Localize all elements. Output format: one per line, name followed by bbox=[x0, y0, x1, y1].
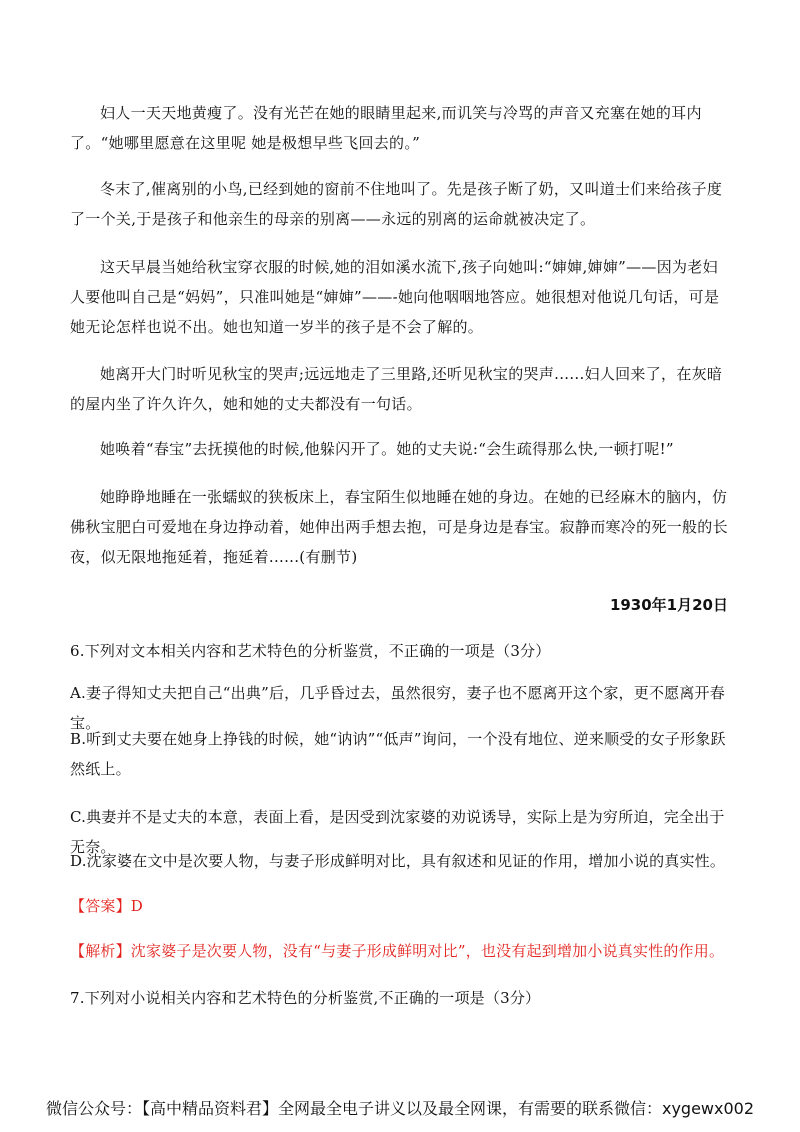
passage-paragraph-1: 妇人一天天地黄瘦了。没有光芒在她的眼睛里起来,而讥笑与冷骂的声音又充塞在她的耳内了。“她哪里愿意在这里呢 她是极想早些飞回去的。” bbox=[70, 104, 702, 152]
answer-label: 【答案】D bbox=[70, 897, 144, 915]
passage-paragraph-6: 她睁睁地睡在一张蠕蚁的狭板床上，春宝陌生似地睡在她的身边。在她的已经麻木的脑内，仿佛秋宝肥白可爱地在身边挣动着，她伸出两手想去抱，可是身边是春宝。寂静而寒冷的死一般的长夜，似无限地拖延着，拖延着......(有删节) bbox=[70, 488, 728, 566]
passage-paragraph-5: 她唤着“春宝”去抚摸他的时候,他躲闪开了。她的丈夫说:“会生疏得那么快,一顿打呢!” bbox=[100, 440, 674, 458]
option-b: B.听到丈夫要在她身上挣钱的时候，她“讷讷”“低声”询问，一个没有地位、逆来顺受的女子形象跃然纸上。 bbox=[70, 730, 726, 778]
passage-paragraph-3: 这天早晨当她给秋宝穿衣服的时候,她的泪如溪水流下,孩子向她叫:“婶婶,婶婶”——因为老妇人要他叫自己是“妈妈”，只准叫她是“婶婶”——-她向他咽咽地答应。她很想对他说几句话，可是她无论怎样也说不出。她也知道一岁半的孩子是不会了解的。 bbox=[70, 258, 720, 336]
option-d: D.沈家婆在文中是次要人物，与妻子形成鲜明对比，具有叙述和见证的作用，增加小说的真实性。 bbox=[70, 852, 726, 870]
footer-promo-text: 微信公众号：【高中精品资料君】全网最全电子讲义以及最全网课，有需要的联系微信：xygewx002 bbox=[45, 1099, 755, 1118]
question-7-stem: 7.下列对小说相关内容和艺术特色的分析鉴赏,不正确的一项是（3分） bbox=[70, 989, 541, 1007]
passage-date: 1930年1月20日 bbox=[609, 596, 728, 614]
passage-paragraph-2: 冬末了,催离别的小鸟,已经到她的窗前不住地叫了。先是孩子断了奶，又叫道士们来给孩子度了一个关,于是孩子和他亲生的母亲的别离——永远的别离的运命就被决定了。 bbox=[70, 180, 723, 228]
option-a: A.妻子得知丈夫把自己“出典”后，几乎昏过去，虽然很穷，妻子也不愿离开这个家，更不愿离开春宝。 bbox=[70, 684, 725, 732]
question-6-stem: 6.下列对文本相关内容和艺术特色的分析鉴赏，不正确的一项是（3分） bbox=[70, 642, 551, 660]
passage-paragraph-4: 她离开大门时听见秋宝的哭声;远远地走了三里路,还听见秋宝的哭声......妇人回来了，在灰暗的屋内坐了许久许久，她和她的丈夫都没有一句话。 bbox=[70, 365, 723, 413]
analysis-text: 【解析】沈家婆子是次要人物，没有“与妻子形成鲜明对比”，也没有起到增加小说真实性的作用。 bbox=[70, 942, 725, 960]
option-c: C.典妻并不是丈夫的本意，表面上看，是因受到沈家婆的劝说诱导，实际上是为穷所迫，完全出于无奈。 bbox=[70, 808, 725, 856]
